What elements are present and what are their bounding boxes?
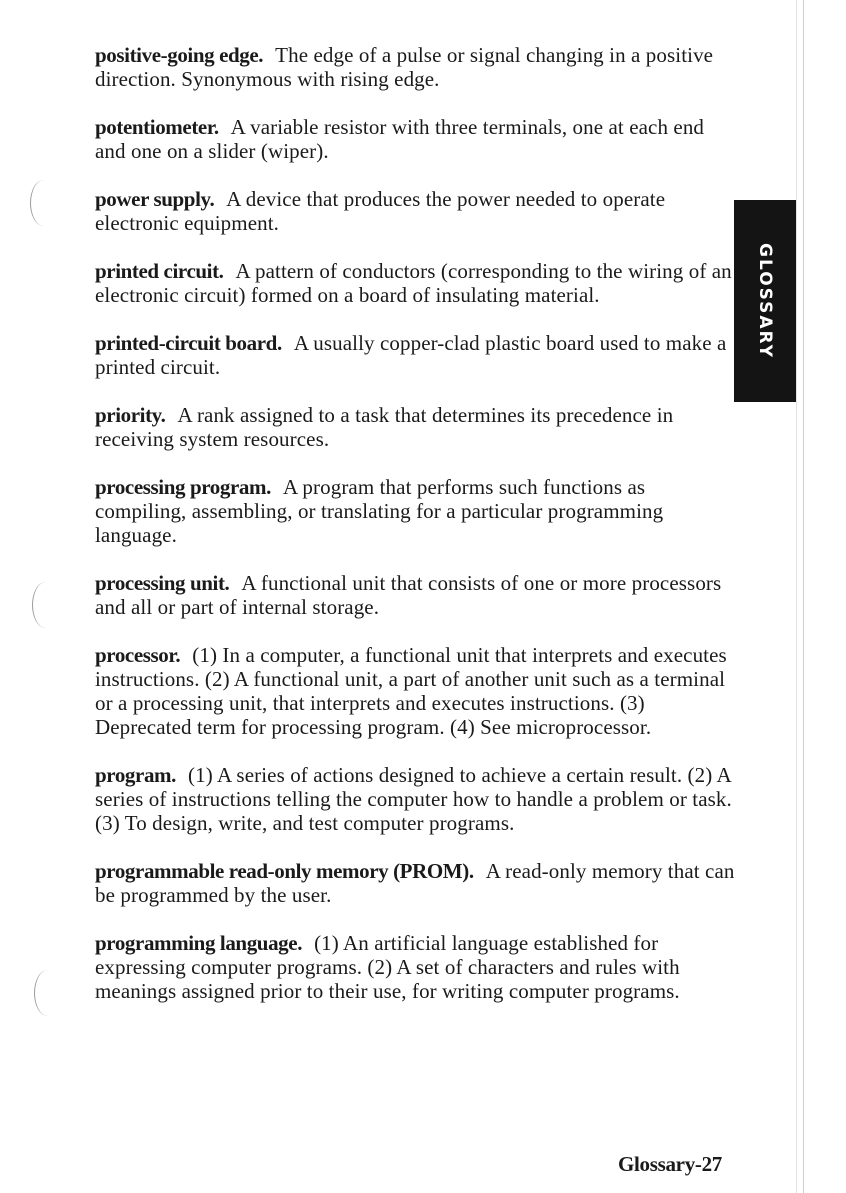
glossary-entry: [95, 43, 735, 91]
glossary-definition: A variable resistor with three terminals, one at each end and one on a slider (wiper).: [95, 115, 705, 163]
glossary-entry: [95, 763, 735, 835]
glossary-term: power supply.: [95, 187, 215, 211]
glossary-definition: A read-only memory that can be programmed by the user.: [95, 859, 735, 907]
page-number: Glossary-27: [617, 1152, 722, 1176]
glossary-term: processing unit.: [95, 571, 230, 595]
glossary-term: potentiometer.: [95, 115, 219, 139]
glossary-section-tab: [734, 200, 796, 402]
glossary-term: printed-circuit board.: [95, 331, 282, 355]
glossary-entry: [95, 115, 735, 163]
glossary-entry: [95, 331, 735, 379]
glossary-term: program.: [95, 763, 176, 787]
glossary-entry: [95, 259, 735, 307]
glossary-term: programming language.: [95, 931, 303, 955]
glossary-entry: [95, 475, 735, 547]
glossary-definition: A usually copper-clad plastic board used to make a printed circuit.: [95, 331, 727, 379]
glossary-term: programmable read-only memory (PROM).: [95, 859, 474, 883]
glossary-definition: A device that produces the power needed to operate electronic equipment.: [95, 187, 666, 235]
glossary-entries: [95, 43, 735, 1027]
glossary-term: positive-going edge.: [95, 43, 264, 67]
glossary-term: priority.: [95, 403, 166, 427]
binder-hole-mark: [32, 582, 59, 628]
glossary-term: processor.: [95, 643, 181, 667]
section-tab-label: GLOSSARY: [755, 243, 775, 359]
page-edge-shadow: [796, 0, 797, 1193]
glossary-definition: A pattern of conductors (corresponding to the wiring of an electronic circuit) formed on a board of insulating material.: [95, 259, 732, 307]
glossary-term: printed circuit.: [95, 259, 224, 283]
glossary-definition: (1) In a computer, a functional unit that interprets and executes instructions. (2) A functional unit, a part of another unit such as a terminal or a processing unit, that interprets and executes instructions. (3) Deprecated term for processing program. (4) See microprocessor.: [95, 643, 727, 739]
glossary-definition: A functional unit that consists of one or more processors and all or part of internal storage.: [95, 571, 722, 619]
page-edge-line: [803, 0, 804, 1193]
glossary-entry: [95, 859, 735, 907]
glossary-definition: (1) A series of actions designed to achieve a certain result. (2) A series of instructions telling the computer how to handle a problem or task. (3) To design, write, and test computer programs.: [95, 763, 732, 835]
glossary-entry: [95, 931, 735, 1003]
binder-hole-mark: [30, 180, 57, 226]
glossary-definition: (1) An artificial language established for expressing computer programs. (2) A set of characters and rules with meanings assigned prior to their use, for writing computer programs.: [95, 931, 680, 1003]
glossary-term: processing program.: [95, 475, 271, 499]
glossary-definition: The edge of a pulse or signal changing in a positive direction. Synonymous with rising edge.: [95, 43, 714, 91]
glossary-definition: A rank assigned to a task that determines its precedence in receiving system resources.: [95, 403, 674, 451]
binder-hole-mark: [34, 970, 61, 1016]
glossary-entry: [95, 187, 735, 235]
glossary-entry: [95, 403, 735, 451]
glossary-definition: A program that performs such functions as compiling, assembling, or translating for a particular programming language.: [95, 475, 664, 547]
glossary-entry: [95, 643, 735, 739]
glossary-entry: [95, 571, 735, 619]
